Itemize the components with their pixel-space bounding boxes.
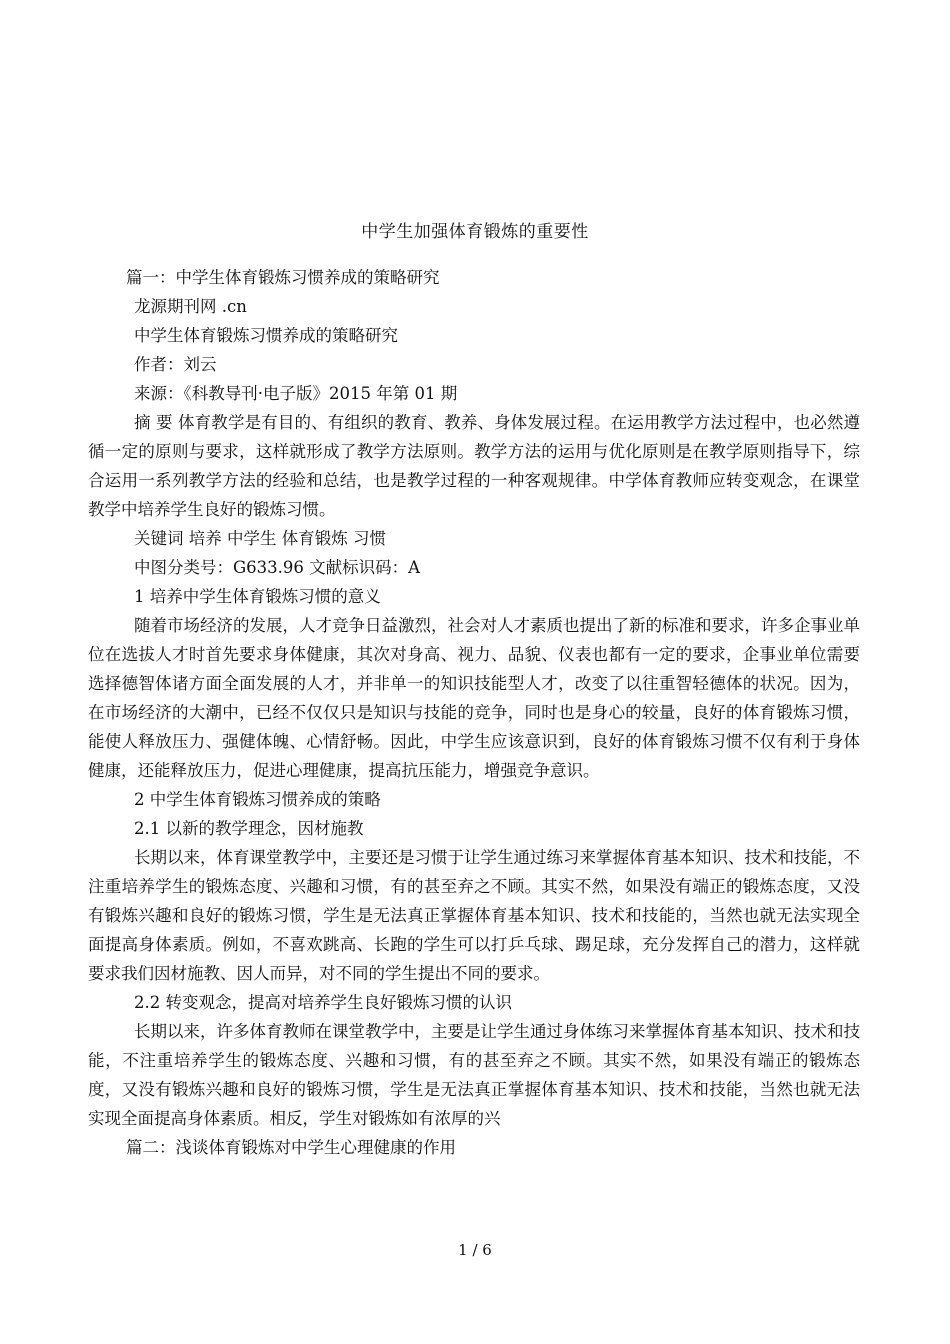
page-indicator: 1 / 6 xyxy=(458,1241,492,1259)
classification-line: 中图分类号：G633.96 文献标识码：A xyxy=(134,558,421,577)
part1-heading: 篇一：中学生体育锻炼习惯养成的策略研究 xyxy=(126,268,440,287)
article-title: 中学生体育锻炼习惯养成的策略研究 xyxy=(134,326,398,345)
section-2-2-paragraph: 长期以来，许多体育教师在课堂教学中，主要是让学生通过身体练习来掌握体育基本知识、技术和技能，不注重培养学生的锻炼态度、兴趣和习惯，有的甚至弃之不顾。其实不然，如果没有端正的锻炼态度，又没有锻炼兴趣和良好的锻炼习惯，学生是无法真正掌握体育基本知识、技术和技能，当然也就无法实现全面提高身体素质。相反，学生对锻炼如有浓厚的兴 xyxy=(88,1022,860,1128)
part2-heading: 篇二：浅谈体育锻炼对中学生心理健康的作用 xyxy=(126,1138,456,1157)
section-2-2-heading: 2.2 转变观念，提高对培养学生良好锻炼习惯的认识 xyxy=(134,993,512,1012)
abstract-paragraph: 摘 要 体育教学是有目的、有组织的教育、教养、身体发展过程。在运用教学方法过程中，也必然遵循一定的原则与要求，这样就形成了教学方法原则。教学方法的运用与优化原则是在教学原则指导下，综合运用一系列教学方法的经验和总结，也是教学过程的一种客观规律。中学体育教师应转变观念，在课堂教学中培养学生良好的锻炼习惯。 xyxy=(88,413,860,519)
keywords-line: 关键词 培养 中学生 体育锻炼 习惯 xyxy=(134,529,386,548)
article-source: 来源：《科教导刊·电子版》2015 年第 01 期 xyxy=(134,384,458,403)
document-title: 中学生加强体育锻炼的重要性 xyxy=(361,222,589,242)
section-2-1-paragraph: 长期以来，体育课堂教学中，主要还是习惯于让学生通过练习来掌握体育基本知识、技术和技能，不注重培养学生的锻炼态度、兴趣和习惯，有的甚至弃之不顾。其实不然，如果没有端正的锻炼态度，又没有锻炼兴趣和良好的锻炼习惯，学生是无法真正掌握体育基本知识、技术和技能的，当然也就无法实现全面提高身体素质。例如，不喜欢跳高、长跑的学生可以打乒乓球、踢足球，充分发挥自己的潜力，这样就要求我们因材施教、因人而异，对不同的学生提出不同的要求。 xyxy=(88,848,860,983)
section-1-paragraph: 随着市场经济的发展，人才竞争日益激烈，社会对人才素质也提出了新的标准和要求，许多企事业单位在选拔人才时首先要求身体健康，其次对身高、视力、品貌、仪表也都有一定的要求，企事业单位需要选择德智体诸方面全面发展的人才，并非单一的知识技能型人才，改变了以往重智轻德体的状况。因为，在市场经济的大潮中，已经不仅仅只是知识与技能的竞争，同时也是身心的较量，良好的体育锻炼习惯，能使人释放压力、强健体魄、心情舒畅。因此，中学生应该意识到，良好的体育锻炼习惯不仅有利于身体健康，还能释放压力，促进心理健康，提高抗压能力，增强竞争意识。 xyxy=(88,616,860,780)
document-body xyxy=(88,263,860,1162)
section-1-heading: 1 培养中学生体育锻炼习惯的意义 xyxy=(134,587,381,606)
source-site: 龙源期刊网 .cn xyxy=(134,297,247,316)
section-2-heading: 2 中学生体育锻炼习惯养成的策略 xyxy=(134,790,381,809)
section-2-1-heading: 2.1 以新的教学理念，因材施教 xyxy=(134,819,364,838)
article-author: 作者：刘云 xyxy=(134,355,217,374)
